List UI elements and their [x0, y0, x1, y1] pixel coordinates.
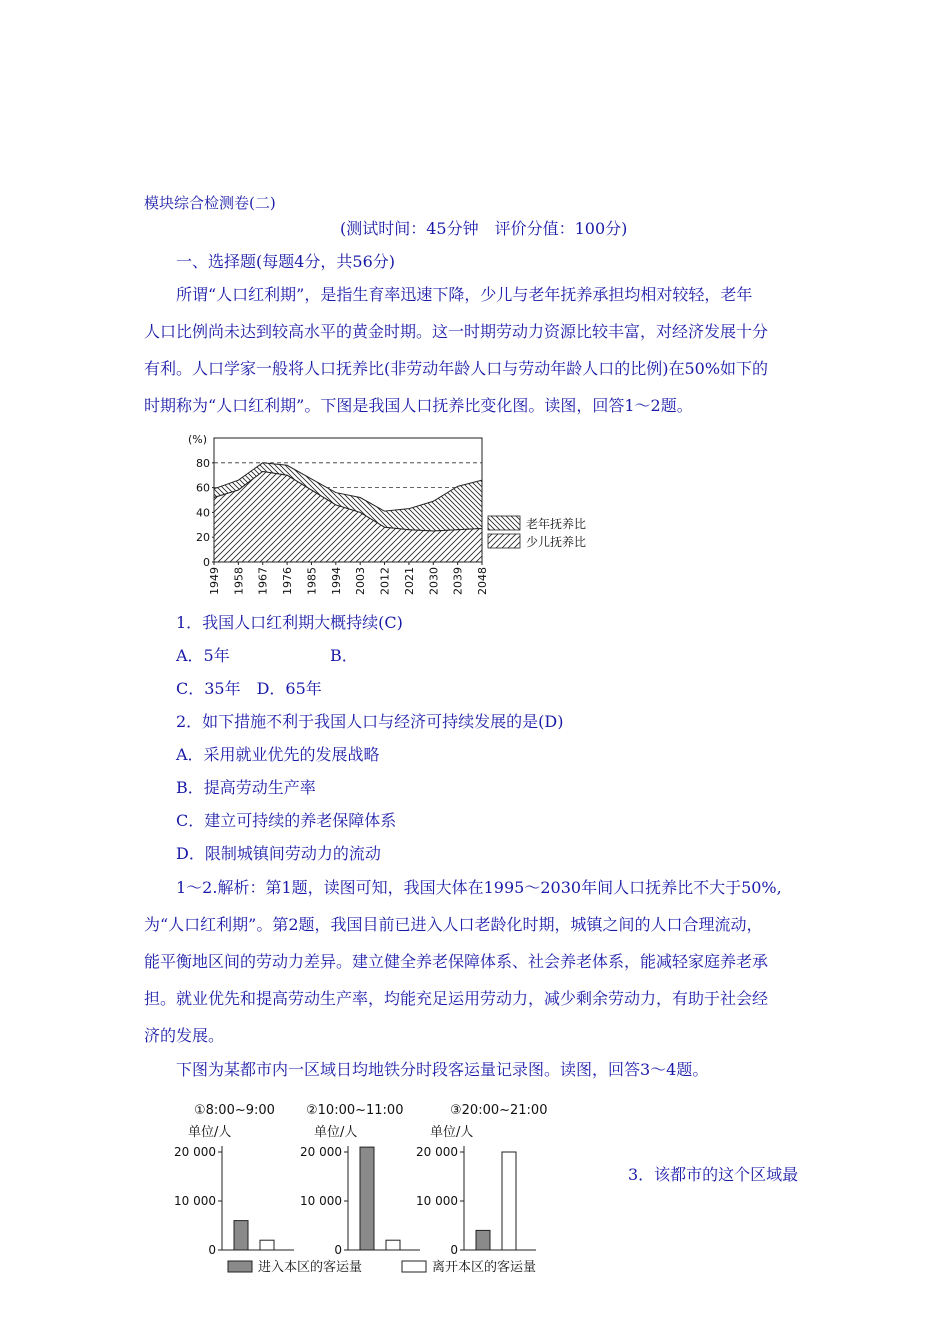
- q1-stem: 1．我国人口红利期大概持续(C): [176, 613, 403, 632]
- bar-entering: [234, 1221, 248, 1250]
- y-tick-label: 60: [196, 481, 210, 495]
- y-tick-label: 10 000: [174, 1194, 216, 1208]
- panel-title: ②10:00~11:00: [306, 1103, 404, 1118]
- dependency-ratio-svg: [186, 426, 606, 604]
- analysis-line-1: 1～2.解析：第1题，读图可知，我国大体在1995～2030年间人口抚养比不大于50%,: [176, 878, 782, 897]
- bar-entering: [476, 1230, 490, 1250]
- section-heading: 一、选择题(每题4分，共56分): [176, 252, 396, 271]
- analysis-line-4: 担。就业优先和提高劳动生产率，均能充足运用劳动力，减少剩余劳动力，有助于社会经: [144, 989, 769, 1008]
- q2-option-c: C．建立可持续的养老保障体系: [176, 811, 397, 830]
- x-tick-label: 2030: [427, 567, 441, 595]
- dependency-ratio-chart: [186, 426, 606, 608]
- intro-line-1: 所谓“人口红利期”，是指生育率迅速下降，少儿与老年抚养承担均相对较轻，老年: [176, 285, 753, 304]
- bar-entering: [360, 1147, 374, 1250]
- x-tick-label: 1949: [208, 567, 221, 595]
- y-tick-label: 0: [208, 1243, 216, 1257]
- intro-line-4: 时期称为“人口红利期”。下图是我国人口抚养比变化图。读图，回答1～2题。: [144, 396, 693, 415]
- y-tick-label: 10 000: [300, 1194, 342, 1208]
- q2-option-b: B．提高劳动生产率: [176, 778, 316, 797]
- y-tick-label: 80: [196, 456, 210, 470]
- q3-stem: 3．该都市的这个区域最: [628, 1165, 799, 1184]
- y-tick-label: 0: [203, 556, 210, 569]
- legend-swatch: [488, 516, 520, 530]
- analysis-line-2: 为“人口红利期”。第2题，我国目前已进入人口老龄化时期，城镇之间的人口合理流动，: [144, 915, 763, 934]
- document-title: 模块综合检测卷(二): [144, 194, 276, 212]
- legend-label: 少儿抚养比: [526, 535, 587, 549]
- unit-label: 单位/人: [188, 1125, 232, 1140]
- y-axis-label: (%): [188, 433, 208, 446]
- q2-option-d: D．限制城镇间劳动力的流动: [176, 844, 381, 863]
- intro2: 下图为某都市内一区域日均地铁分时段客运量记录图。读图，回答3～4题。: [176, 1060, 709, 1079]
- unit-label: 单位/人: [314, 1125, 358, 1140]
- bar-leaving: [502, 1152, 516, 1250]
- panel-title: ①8:00~9:00: [194, 1103, 275, 1118]
- legend-label-leaving: 离开本区的客运量: [432, 1260, 537, 1275]
- panel-title: ③20:00~21:00: [450, 1103, 548, 1118]
- test-meta: (测试时间：45分钟 评价分值：100分): [340, 219, 628, 238]
- analysis-line-5: 济的发展。: [144, 1026, 225, 1045]
- legend-swatch: [488, 534, 520, 548]
- legend-swatch-entering: [228, 1261, 252, 1272]
- x-tick-label: 1976: [281, 567, 295, 595]
- x-tick-label: 2039: [451, 567, 465, 595]
- x-tick-label: 2048: [476, 567, 489, 595]
- intro-line-2: 人口比例尚未达到较高水平的黄金时期。这一时期劳动力资源比较丰富，对经济发展十分: [144, 322, 769, 341]
- x-tick-label: 2021: [402, 567, 416, 595]
- y-tick-label: 20 000: [174, 1145, 216, 1159]
- q1-option-cd: C．35年 D．65年: [176, 679, 322, 698]
- y-tick-label: 10 000: [416, 1194, 458, 1208]
- x-tick-label: 1994: [329, 567, 343, 595]
- y-tick-label: 0: [450, 1243, 458, 1257]
- q2-option-a: A．采用就业优先的发展战略: [176, 745, 380, 764]
- legend-label: 老年抚养比: [526, 517, 587, 531]
- y-tick-label: 20 000: [416, 1145, 458, 1159]
- q1-option-a: A．5年: [176, 646, 230, 665]
- legend-label-entering: 进入本区的客运量: [258, 1260, 363, 1275]
- intro-line-3: 有利。人口学家一般将人口抚养比(非劳动年龄人口与劳动年龄人口的比例)在50%如下的: [144, 359, 769, 378]
- y-tick-label: 40: [196, 506, 210, 520]
- x-tick-label: 2012: [378, 567, 392, 595]
- x-tick-label: 1985: [305, 567, 319, 595]
- x-tick-label: 2003: [354, 567, 368, 595]
- y-tick-label: 0: [334, 1243, 342, 1257]
- subway-volume-chart: [166, 1094, 566, 1284]
- bar-leaving: [386, 1240, 400, 1250]
- legend-swatch-leaving: [402, 1261, 426, 1272]
- q2-stem: 2．如下措施不利于我国人口与经济可持续发展的是(D): [176, 712, 564, 731]
- bar-leaving: [260, 1240, 274, 1250]
- analysis-line-3: 能平衡地区间的劳动力差异。建立健全养老保障体系、社会养老体系，能减轻家庭养老承: [144, 952, 769, 971]
- unit-label: 单位/人: [430, 1125, 474, 1140]
- y-tick-label: 20 000: [300, 1145, 342, 1159]
- q1-option-b: B．: [330, 646, 358, 665]
- y-tick-label: 20: [196, 531, 210, 545]
- x-tick-label: 1967: [256, 567, 270, 595]
- subway-volume-svg: [166, 1094, 566, 1280]
- x-tick-label: 1958: [232, 567, 246, 595]
